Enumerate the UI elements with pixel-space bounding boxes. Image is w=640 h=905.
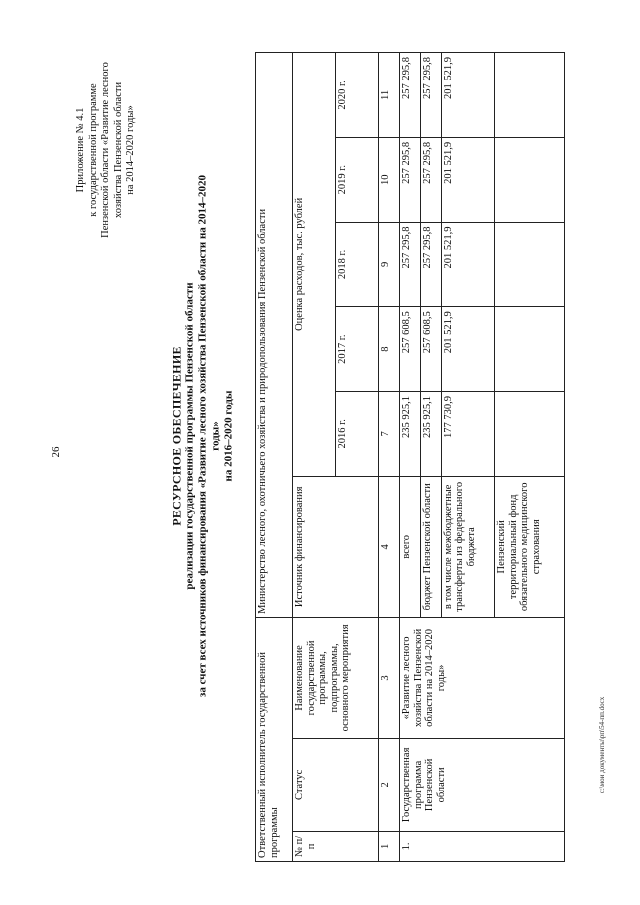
row-status: Государственная программа Пензенской области bbox=[400, 738, 565, 831]
col-header-year: 2017 г. bbox=[336, 307, 379, 392]
col-header-name: Наименование государственной программы, подпрограммы, основного мероприятия bbox=[293, 617, 379, 738]
value-cell: 201 521,9 bbox=[441, 137, 495, 222]
source-label: бюджет Пензенской области bbox=[420, 476, 441, 617]
col-header-estimate: Оценка расходов, тыс. рублей bbox=[293, 53, 336, 477]
value-cell: 257 608,5 bbox=[420, 307, 441, 392]
appendix-line: хозяйства Пензенской области bbox=[112, 81, 124, 219]
value-cell: 257 295,8 bbox=[400, 137, 421, 222]
column-number: 1 bbox=[379, 831, 400, 861]
column-number: 8 bbox=[379, 307, 400, 392]
value-cell: 257 295,8 bbox=[420, 137, 441, 222]
row-number: 1. bbox=[400, 831, 565, 861]
responsible-value: Министерство лесного, охотничьего хозяйства и природопользования Пензенской области bbox=[256, 53, 293, 618]
value-cell: 257 295,8 bbox=[400, 222, 421, 307]
table-row bbox=[400, 53, 421, 862]
value-cell: 235 925,1 bbox=[420, 391, 441, 476]
source-label: Пензенский территориальный фонд обязательного медицинского страхования bbox=[495, 476, 565, 617]
column-number: 3 bbox=[379, 617, 400, 738]
col-header-year: 2018 г. bbox=[336, 222, 379, 307]
col-header-status: Статус bbox=[293, 738, 379, 831]
value-cell: 201 521,9 bbox=[441, 53, 495, 138]
value-cell: 257 295,8 bbox=[420, 53, 441, 138]
appendix-line: к государственной программе bbox=[87, 83, 99, 217]
col-header-year: 2019 г. bbox=[336, 137, 379, 222]
page-number: 26 bbox=[50, 446, 62, 458]
appendix-line: Приложение № 4.1 bbox=[74, 107, 86, 193]
value-cell: 201 521,9 bbox=[441, 307, 495, 392]
value-cell bbox=[495, 391, 565, 476]
source-label: всего bbox=[400, 476, 421, 617]
column-number: 11 bbox=[379, 53, 400, 138]
column-number: 4 bbox=[379, 476, 400, 617]
column-number: 7 bbox=[379, 391, 400, 476]
document-title bbox=[171, 166, 236, 706]
value-cell: 257 295,8 bbox=[420, 222, 441, 307]
value-cell: 177 730,9 bbox=[441, 391, 495, 476]
file-path-footer: c:\мои документы\рп\54-пп.docx bbox=[598, 696, 606, 794]
col-header-source: Источник финансирования bbox=[293, 476, 379, 617]
value-cell: 235 925,1 bbox=[400, 391, 421, 476]
resource-table bbox=[255, 52, 565, 862]
appendix-note bbox=[75, 30, 138, 270]
value-cell bbox=[495, 137, 565, 222]
appendix-line: Пензенской области «Развитие лесного bbox=[99, 62, 111, 238]
responsible-label: Ответственный исполнитель государственной программы bbox=[256, 617, 293, 861]
value-cell bbox=[495, 53, 565, 138]
value-cell: 257 608,5 bbox=[400, 307, 421, 392]
title-subheading-2: за счет всех источников финансирования «Развитие лесного хозяйства Пензенской области на 2014–2020 годы» bbox=[196, 174, 222, 698]
col-header-year: 2016 г. bbox=[336, 391, 379, 476]
column-number: 10 bbox=[379, 137, 400, 222]
column-number-row bbox=[379, 53, 400, 862]
column-number: 9 bbox=[379, 222, 400, 307]
resource-table-wrapper bbox=[255, 52, 565, 862]
source-label: в том числе межбюджетные трансферты из федерального бюджета bbox=[441, 476, 495, 617]
col-header-num: № п/п bbox=[293, 831, 379, 861]
value-cell: 257 295,8 bbox=[400, 53, 421, 138]
value-cell bbox=[495, 307, 565, 392]
title-subheading: реализации государственной программы Пензенской области bbox=[183, 282, 196, 590]
appendix-line: на 2014–2020 годы» bbox=[124, 105, 136, 195]
row-program-name: «Развитие лесного хозяйства Пензенской области на 2014–2020 годы» bbox=[400, 617, 565, 738]
value-cell: 201 521,9 bbox=[441, 222, 495, 307]
col-header-year: 2020 г. bbox=[336, 53, 379, 138]
title-heading: РЕСУРСНОЕ ОБЕСПЕЧЕНИЕ bbox=[169, 346, 184, 526]
title-period: на 2016–2020 годы bbox=[222, 390, 235, 482]
value-cell bbox=[495, 222, 565, 307]
column-number: 2 bbox=[379, 738, 400, 831]
